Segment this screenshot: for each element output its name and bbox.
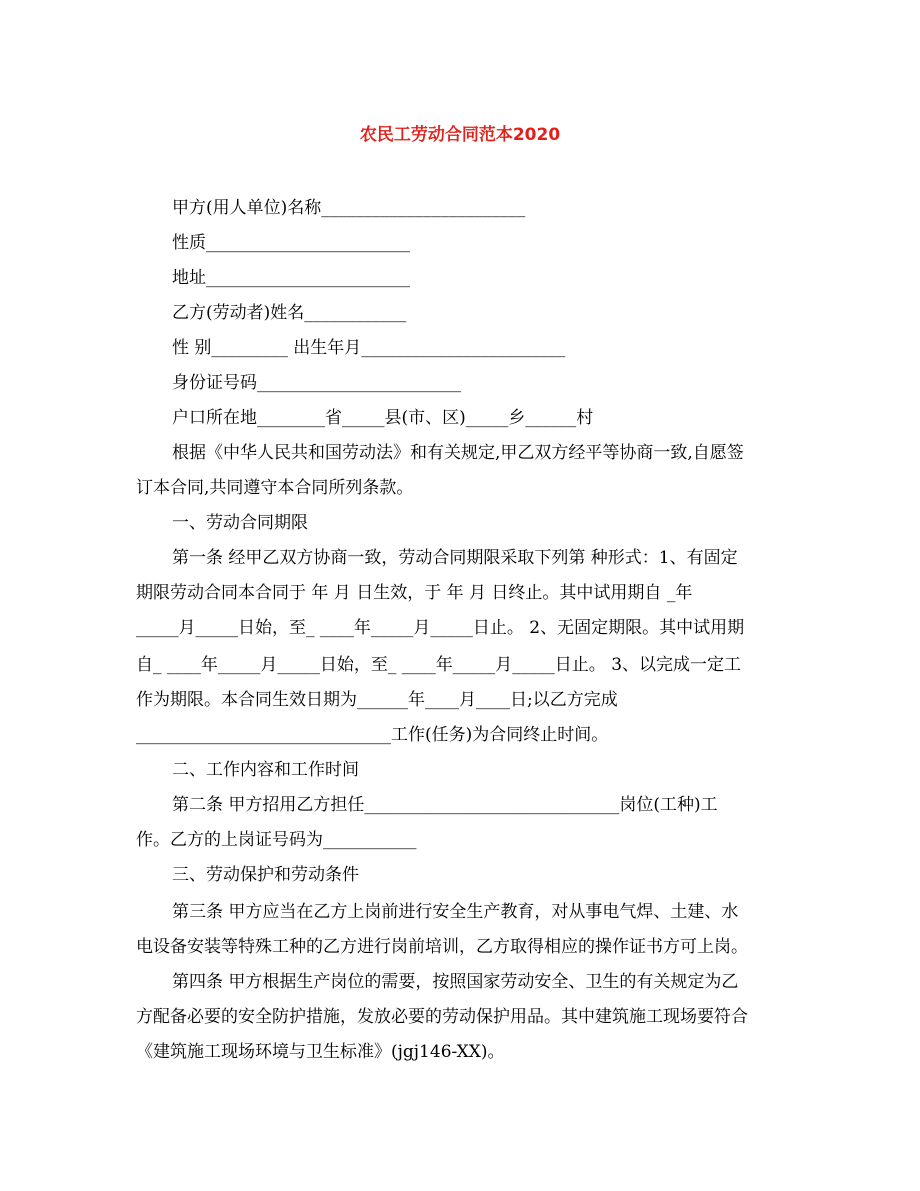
article-2-line-2: 作。乙方的上岗证号码为___________ xyxy=(136,830,417,850)
article-1-line-5: 作为期限。本合同生效日期为______年____月____日;以乙方完成 xyxy=(136,690,618,710)
id-number-line: 身份证号码________________________ xyxy=(172,373,461,393)
gender-birth-line: 性 别_________ 出生年月________________________ xyxy=(172,338,566,358)
article-3-line-2: 电设备安装等特殊工种的乙方进行岗前培训，乙方取得相应的操作证书方可上岗。 xyxy=(136,937,748,957)
household-line: 户口所在地________省_____县(市、区)_____乡______村 xyxy=(172,408,594,428)
section-1-heading: 一、劳动合同期限 xyxy=(172,513,308,533)
party-a-name-line: 甲方(用人单位)名称________________________ xyxy=(172,198,526,218)
article-1-line-4: 自_ ____年_____月_____日始，至_ ____年_____月_____日止。 3、以完成一定工 xyxy=(136,655,742,675)
section-2-heading: 二、工作内容和工作时间 xyxy=(172,760,359,780)
article-1-line-2: 期限劳动合同本合同于 年 月 日生效，于 年 月 日终止。其中试用期自 _年 xyxy=(136,583,693,603)
article-1-line-3: _____月_____日始，至_ ____年_____月_____日止。 2、无固定期限。其中试用期 xyxy=(136,618,745,638)
preamble-line-1: 根据《中华人民共和国劳动法》和有关规定,甲乙双方经平等协商一致,自愿签 xyxy=(172,443,744,463)
address-line: 地址________________________ xyxy=(172,268,410,288)
section-3-heading: 三、劳动保护和劳动条件 xyxy=(172,865,359,885)
article-3-line-1: 第三条 甲方应当在乙方上岗前进行安全生产教育，对从事电气焊、土建、水 xyxy=(172,902,739,922)
article-4-line-2: 方配备必要的安全防护措施，发放必要的劳动保护用品。其中建筑施工现场要符合 xyxy=(136,1007,748,1027)
article-1-line-6: ______________________________工作(任务)为合同终止时间。 xyxy=(136,725,609,745)
document-title: 农民工劳动合同范本2020 xyxy=(359,125,561,145)
preamble-line-2: 订本合同,共同遵守本合同所列条款。 xyxy=(136,478,414,498)
article-4-line-1: 第四条 甲方根据生产岗位的需要，按照国家劳动安全、卫生的有关规定为乙 xyxy=(172,972,739,992)
article-1-line-1: 第一条 经甲乙双方协商一致，劳动合同期限采取下列第 种形式：1、有固定 xyxy=(172,548,738,568)
party-b-name-line: 乙方(劳动者)姓名____________ xyxy=(172,303,407,323)
article-4-line-3: 《建筑施工现场环境与卫生标准》(jgj146-XX)。 xyxy=(136,1042,505,1062)
article-2-line-1: 第二条 甲方招用乙方担任______________________________岗位(工种)工 xyxy=(172,795,718,815)
nature-line: 性质________________________ xyxy=(172,233,410,253)
